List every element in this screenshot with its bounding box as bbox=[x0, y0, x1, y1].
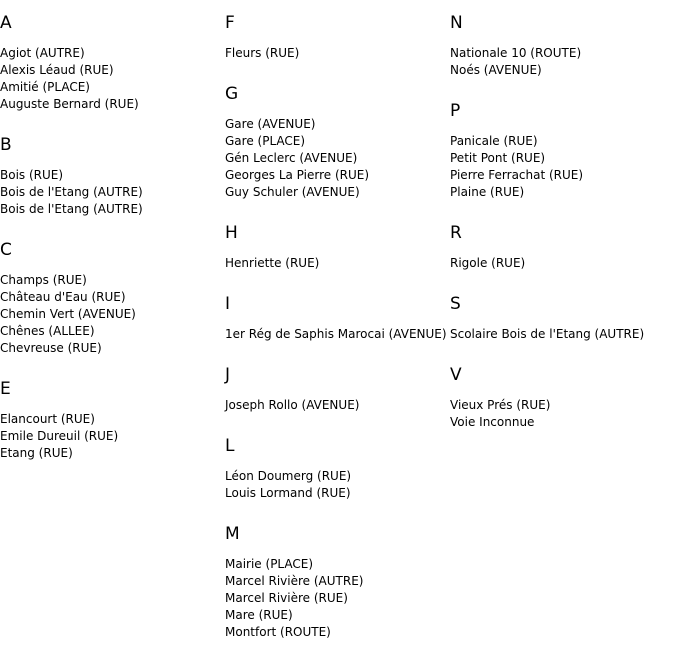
street-list bbox=[450, 45, 674, 79]
letter-heading: A bbox=[0, 13, 12, 33]
letter-heading: M bbox=[225, 524, 240, 544]
letter-group-i bbox=[225, 293, 449, 343]
street-item[interactable]: 1er Rég de Saphis Marocai (AVENUE) bbox=[225, 327, 447, 341]
index-column bbox=[225, 12, 449, 662]
street-item[interactable]: Chemin Vert (AVENUE) bbox=[0, 307, 136, 321]
letter-heading: F bbox=[225, 13, 235, 33]
letter-group-b bbox=[0, 134, 224, 218]
street-list bbox=[0, 272, 224, 357]
street-list bbox=[450, 255, 674, 272]
street-item[interactable]: Gare (PLACE) bbox=[225, 134, 306, 148]
street-item[interactable]: Auguste Bernard (RUE) bbox=[0, 97, 139, 111]
street-item[interactable]: Rigole (RUE) bbox=[450, 256, 526, 270]
street-item[interactable]: Champs (RUE) bbox=[0, 273, 87, 287]
letter-heading: C bbox=[0, 240, 12, 260]
letter-group-h bbox=[225, 222, 449, 272]
street-item[interactable]: Marcel Rivière (RUE) bbox=[225, 591, 348, 605]
street-item[interactable]: Emile Dureuil (RUE) bbox=[0, 429, 119, 443]
street-item[interactable]: Bois de l'Etang (AUTRE) bbox=[0, 202, 143, 216]
street-item[interactable]: Petit Pont (RUE) bbox=[450, 151, 546, 165]
street-item[interactable]: Nationale 10 (ROUTE) bbox=[450, 46, 582, 60]
index-column bbox=[0, 12, 224, 483]
letter-group-g bbox=[225, 83, 449, 201]
street-list bbox=[450, 133, 674, 201]
letter-heading: R bbox=[450, 223, 462, 243]
letter-heading: E bbox=[0, 379, 11, 399]
street-item[interactable]: Etang (RUE) bbox=[0, 446, 73, 460]
street-list bbox=[0, 411, 224, 462]
street-list bbox=[225, 255, 449, 272]
street-item[interactable]: Marcel Rivière (AUTRE) bbox=[225, 574, 364, 588]
street-item[interactable]: Panicale (RUE) bbox=[450, 134, 538, 148]
letter-heading: N bbox=[450, 13, 463, 33]
letter-heading: J bbox=[225, 365, 231, 385]
street-item[interactable]: Henriette (RUE) bbox=[225, 256, 320, 270]
letter-group-l bbox=[225, 435, 449, 502]
letter-heading: G bbox=[225, 84, 239, 104]
letter-heading: L bbox=[225, 436, 235, 456]
letter-group-e bbox=[0, 378, 224, 462]
street-item[interactable]: Pierre Ferrachat (RUE) bbox=[450, 168, 584, 182]
street-item[interactable]: Voie Inconnue bbox=[450, 415, 535, 429]
letter-heading: B bbox=[0, 135, 12, 155]
letter-group-m bbox=[225, 523, 449, 641]
street-item[interactable]: Noés (AVENUE) bbox=[450, 63, 542, 77]
letter-group-c bbox=[0, 239, 224, 357]
letter-group-r bbox=[450, 222, 674, 272]
street-list bbox=[225, 45, 449, 62]
street-item[interactable]: Scolaire Bois de l'Etang (AUTRE) bbox=[450, 327, 645, 341]
street-item[interactable]: Georges La Pierre (RUE) bbox=[225, 168, 370, 182]
street-item[interactable]: Mare (RUE) bbox=[225, 608, 293, 622]
letter-group-s bbox=[450, 293, 674, 343]
letter-group-p bbox=[450, 100, 674, 201]
street-item[interactable]: Mairie (PLACE) bbox=[225, 557, 314, 571]
street-item[interactable]: Bois de l'Etang (AUTRE) bbox=[0, 185, 143, 199]
letter-group-j bbox=[225, 364, 449, 414]
street-list bbox=[0, 167, 224, 218]
street-list bbox=[225, 468, 449, 502]
letter-heading: I bbox=[225, 294, 231, 314]
letter-heading: H bbox=[225, 223, 238, 243]
letter-heading: P bbox=[450, 101, 461, 121]
letter-group-f bbox=[225, 12, 449, 62]
street-item[interactable]: Joseph Rollo (AVENUE) bbox=[225, 398, 360, 412]
street-list bbox=[225, 397, 449, 414]
street-item[interactable]: Elancourt (RUE) bbox=[0, 412, 95, 426]
street-item[interactable]: Plaine (RUE) bbox=[450, 185, 525, 199]
street-item[interactable]: Gén Leclerc (AVENUE) bbox=[225, 151, 358, 165]
street-item[interactable]: Vieux Prés (RUE) bbox=[450, 398, 551, 412]
street-item[interactable]: Château d'Eau (RUE) bbox=[0, 290, 126, 304]
letter-heading: V bbox=[450, 365, 462, 385]
street-item[interactable]: Guy Schuler (AVENUE) bbox=[225, 185, 360, 199]
street-item[interactable]: Louis Lormand (RUE) bbox=[225, 486, 351, 500]
street-item[interactable]: Fleurs (RUE) bbox=[225, 46, 300, 60]
street-item[interactable]: Gare (AVENUE) bbox=[225, 117, 316, 131]
street-item[interactable]: Bois (RUE) bbox=[0, 168, 64, 182]
street-item[interactable]: Montfort (ROUTE) bbox=[225, 625, 331, 639]
street-item[interactable]: Alexis Léaud (RUE) bbox=[0, 63, 114, 77]
letter-heading: S bbox=[450, 294, 461, 314]
street-list bbox=[225, 556, 449, 641]
letter-group-n bbox=[450, 12, 674, 79]
letter-group-v bbox=[450, 364, 674, 431]
street-list bbox=[225, 326, 449, 343]
street-list bbox=[0, 45, 224, 113]
street-item[interactable]: Léon Doumerg (RUE) bbox=[225, 469, 352, 483]
index-column bbox=[450, 12, 674, 452]
letter-group-a bbox=[0, 12, 224, 113]
street-item[interactable]: Chênes (ALLEE) bbox=[0, 324, 95, 338]
street-list bbox=[450, 326, 674, 343]
street-item[interactable]: Chevreuse (RUE) bbox=[0, 341, 102, 355]
street-item[interactable]: Agiot (AUTRE) bbox=[0, 46, 85, 60]
street-list bbox=[225, 116, 449, 201]
street-list bbox=[450, 397, 674, 431]
street-item[interactable]: Amitié (PLACE) bbox=[0, 80, 90, 94]
